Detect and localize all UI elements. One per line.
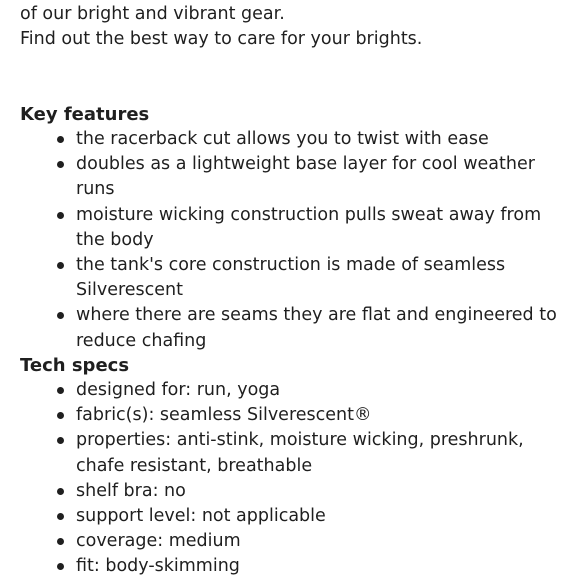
intro-paragraph — [20, 2, 422, 52]
bullet-icon — [57, 513, 64, 520]
key-features-section — [20, 102, 564, 354]
list-item — [20, 403, 564, 428]
list-item-text: doubles as a lightweight base layer for cool weather runs — [76, 154, 535, 200]
list-item-text: coverage: medium — [76, 531, 241, 552]
bullet-icon — [57, 437, 64, 444]
list-item-text: properties: anti-stink, moisture wicking, preshrunk, chafe resistant, breathable — [76, 430, 524, 476]
list-item — [20, 152, 564, 202]
intro-line-1: of our bright and vibrant gear. — [20, 4, 285, 24]
list-item-text: where there are seams they are flat and engineered to reduce chafing — [76, 305, 557, 351]
list-item — [20, 127, 564, 152]
list-item-text: the racerback cut allows you to twist with ease — [76, 129, 489, 149]
intro-care-line: Find out the best way to care for your brights. — [20, 29, 423, 49]
intro-text — [20, 2, 422, 52]
list-item — [20, 428, 564, 478]
list-item-text: support level: not applicable — [76, 506, 326, 527]
tech-specs-section — [20, 353, 564, 580]
key-features-list — [20, 127, 564, 354]
list-item — [20, 479, 564, 504]
bullet-icon — [57, 488, 64, 495]
list-item — [20, 554, 564, 579]
list-item-text: moisture wicking construction pulls sweat away from the body — [76, 204, 542, 250]
bullet-icon — [57, 412, 64, 419]
bullet-icon — [57, 538, 64, 545]
list-item-text: shelf bra: no — [76, 480, 186, 501]
list-item — [20, 378, 564, 403]
list-item-text: fabric(s): seamless Silverescent® — [76, 405, 372, 426]
list-item — [20, 303, 564, 353]
bullet-icon — [57, 212, 64, 219]
bullet-icon — [57, 563, 64, 570]
tech-specs-heading: Tech specs — [20, 355, 130, 376]
bullet-icon — [57, 312, 64, 319]
bullet-icon — [57, 161, 64, 168]
key-features-heading: Key features — [20, 104, 150, 125]
list-item — [20, 529, 564, 554]
bullet-icon — [57, 262, 64, 269]
list-item — [20, 253, 564, 303]
list-item — [20, 504, 564, 529]
tech-specs-list — [20, 378, 564, 580]
bullet-icon — [57, 136, 64, 143]
list-item-text: the tank's core construction is made of seamless Silverescent — [76, 255, 506, 301]
list-item-text: designed for: run, yoga — [76, 380, 281, 400]
bullet-icon — [57, 387, 64, 394]
list-item — [20, 203, 564, 253]
list-item-text: fit: body-skimming — [76, 556, 240, 577]
